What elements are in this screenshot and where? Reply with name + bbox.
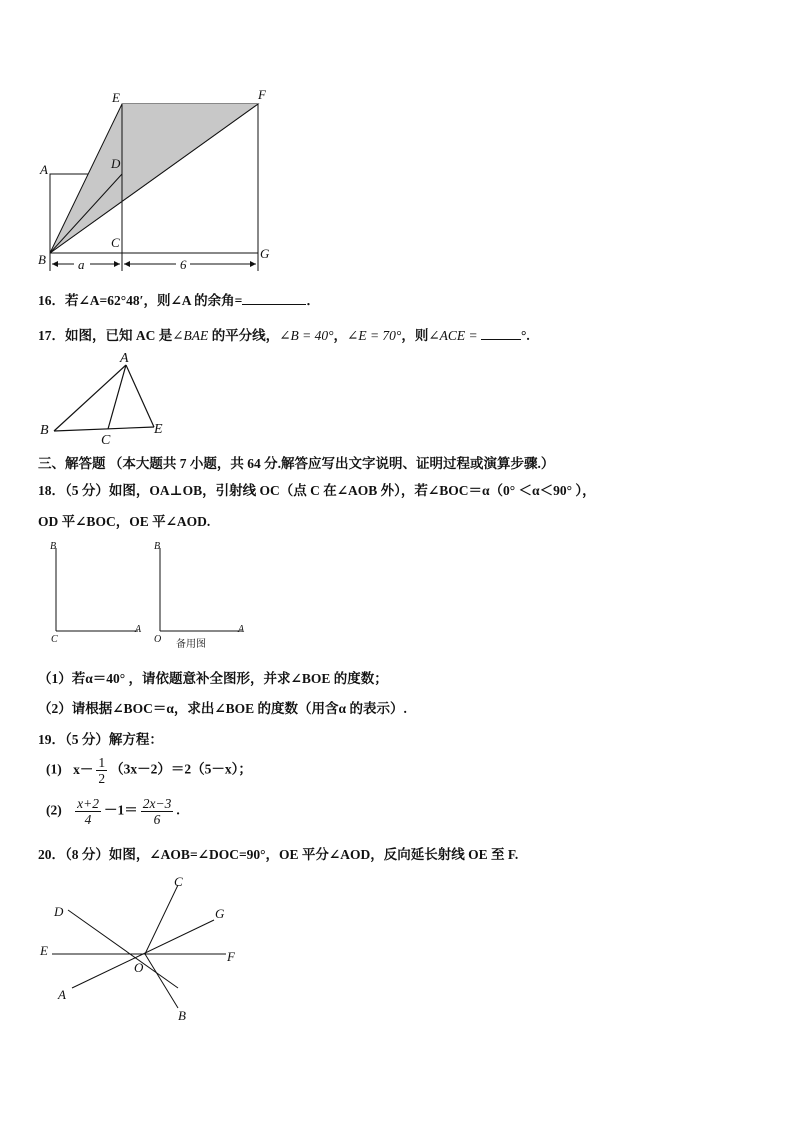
question-18-line2: OD 平∠BOC，OE 平∠AOD. (38, 514, 211, 529)
lines-label-A: A (58, 987, 66, 1002)
label-D: D (111, 156, 121, 171)
tri-label-C: C (101, 433, 111, 448)
lines-label-E: E (40, 943, 48, 958)
angle1-label-O: C (51, 634, 58, 645)
fraction-2x-minus-3-over-6: $\frac{2x-3}{6}$ (142, 796, 172, 827)
question-18-part1: （1）若α＝40° ，请依题意补全图形，并求∠BOE 的度数； (38, 671, 388, 686)
label-B: B (38, 252, 46, 267)
angle2-label-A: A (238, 624, 245, 635)
question-20: 20．（8 分）如图，∠AOB=∠DOC=90°，OE 平分∠AOD，反向延长射线 OE 至 F. (38, 847, 519, 862)
fraction-x-plus-2-over-4: $\frac{x+2}{4}$ (77, 796, 99, 827)
fraction-one-half: $\frac{1}{2}$ (98, 755, 106, 786)
lines-label-B: B (178, 1008, 186, 1023)
answer-blank-17[interactable] (481, 339, 521, 340)
triangle-figure (36, 350, 176, 446)
label-F: F (258, 87, 266, 102)
question-19-part1: (1) x－ $\frac{1}{2}$ （3x－2）＝2（5－x）； (46, 755, 252, 786)
question-19-part2: (2) $\frac{x+2}{4}$ －1＝ $\frac{2x-3}{6}$ . (46, 796, 180, 827)
question-18-part2: （2）请根据∠BOC＝α，求出∠BOE 的度数（用含α 的表示）. (38, 701, 407, 716)
label-A: A (40, 162, 48, 177)
tri-label-B: B (40, 423, 49, 438)
lines-label-F: F (227, 949, 235, 964)
question-19-title: 19．（5 分）解方程： (38, 732, 163, 747)
label-C: C (111, 235, 120, 250)
angle1-label-A: A (135, 624, 142, 635)
answer-blank-16[interactable] (242, 304, 306, 305)
lines-label-G: G (215, 906, 225, 921)
question-17: 17．如图，已知 AC 是∠BAE 的平分线，∠B = 40°，∠E = 70°，则∠ACE = °. (38, 328, 530, 343)
squares-figure (30, 86, 280, 278)
section-3-heading: 三、解答题 （本大题共 7 小题，共 64 分.解答应写出文字说明、证明过程或演算步骤.） (38, 456, 555, 471)
question-18-line1: 18．（5 分）如图，OA⊥OB，引射线 OC（点 C 在∠AOB 外），若∠BOC＝α（0° ＜α＜90° ）， (38, 483, 596, 498)
lines-label-D: D (54, 904, 64, 919)
angle2-label-O: O (154, 634, 162, 645)
label-E: E (112, 90, 120, 105)
label-G: G (260, 246, 270, 261)
angle2-label-B: B (154, 541, 161, 552)
dim-a-label: a (78, 257, 85, 272)
angle1-label-B: B (50, 541, 57, 552)
lines-label-C: C (174, 874, 183, 889)
tri-label-A: A (120, 351, 129, 366)
right-angle-figures (40, 536, 260, 654)
dim-6-label: 6 (180, 257, 187, 272)
question-16: 16．若∠A=62°48′，则∠A 的余角= ． (38, 293, 320, 308)
tri-label-E: E (154, 422, 163, 437)
lines-label-O: O (134, 960, 144, 975)
intersecting-lines-figure (36, 868, 246, 1028)
spare-figure-caption: 备用图 (176, 639, 206, 650)
